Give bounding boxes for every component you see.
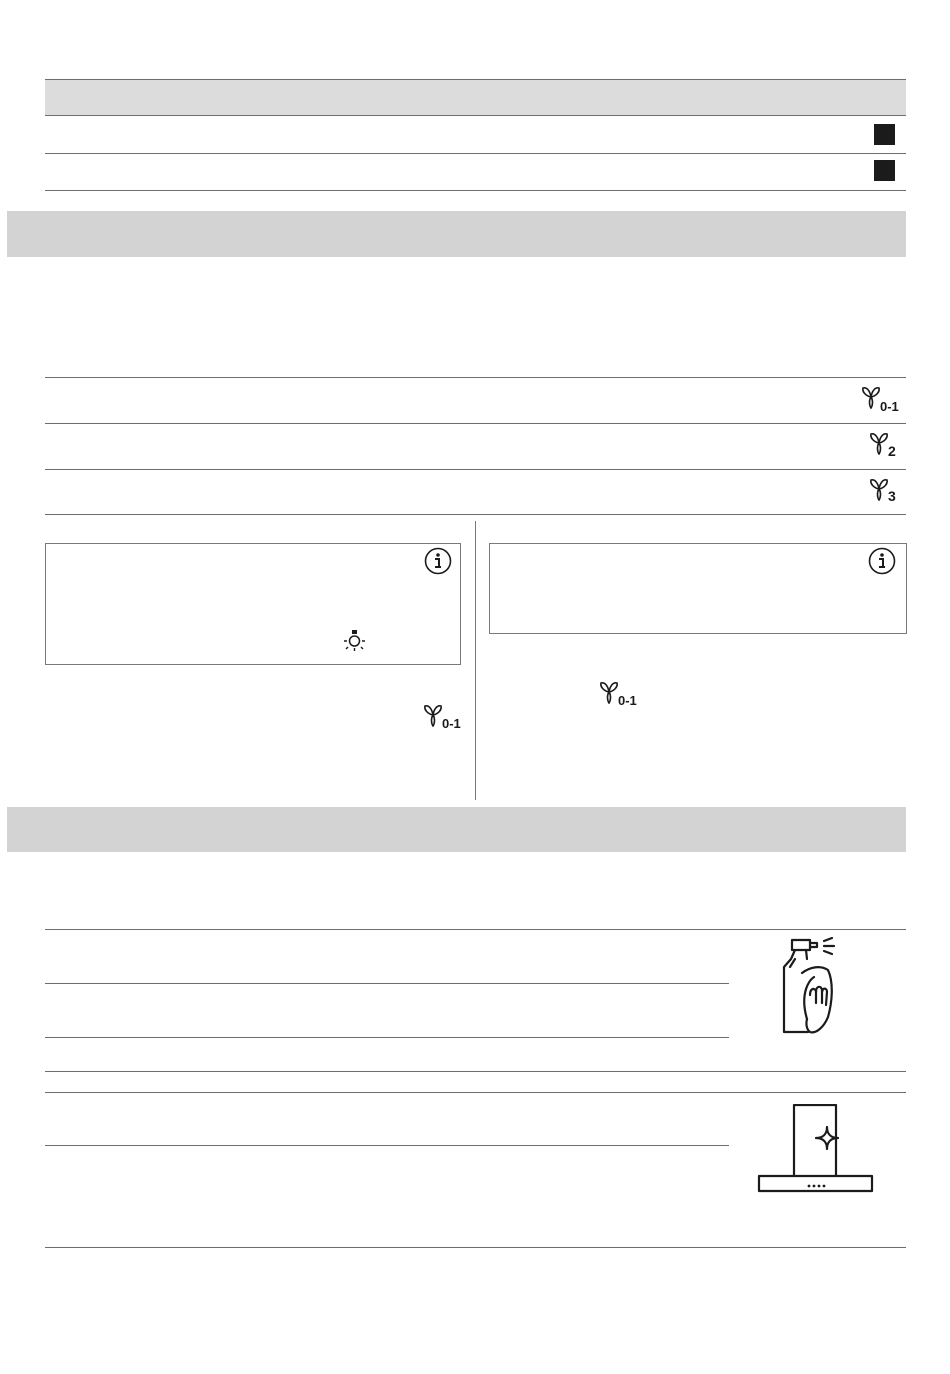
section-header-2 [7, 807, 906, 852]
fan-speed-label: 0-1 [880, 399, 899, 414]
cleaning-table-rule [45, 929, 906, 930]
square-indicator-2 [874, 160, 895, 181]
fan-speed-label: 0-1 [442, 716, 461, 731]
cleaning-table-rule [45, 1037, 729, 1038]
fan-speed-label: 2 [888, 443, 896, 459]
fan-icon [868, 431, 890, 455]
fan-icon [868, 477, 890, 501]
fan-speed-label: 0-1 [618, 693, 637, 708]
table1-rule [45, 115, 906, 116]
cleaning-table-rule [45, 1145, 729, 1146]
fan-icon [598, 680, 620, 704]
cleaning-table-rule [45, 1247, 906, 1248]
spray-cleaning-icon [776, 937, 842, 1037]
hood-shine-icon [756, 1104, 874, 1194]
cleaning-table-rule [45, 1071, 906, 1072]
table1-rule [45, 190, 906, 191]
fan-speed-label: 3 [888, 488, 896, 504]
speed-table-rule [45, 377, 906, 378]
cleaning-table-rule [45, 983, 729, 984]
info-icon [424, 547, 452, 575]
square-indicator-1 [874, 124, 895, 145]
table1-rule [45, 153, 906, 154]
fan-icon [422, 703, 444, 727]
cleaning-table-rule [45, 1092, 906, 1093]
light-bulb-icon [342, 629, 368, 655]
fan-icon [860, 385, 882, 409]
speed-table-rule [45, 469, 906, 470]
section-header-1 [7, 211, 906, 257]
column-divider [475, 521, 476, 800]
speed-table-rule [45, 514, 906, 515]
table1-header-row [45, 80, 906, 115]
left-info-box [45, 543, 461, 665]
right-info-box [489, 543, 907, 634]
info-icon [868, 547, 896, 575]
speed-table-rule [45, 423, 906, 424]
